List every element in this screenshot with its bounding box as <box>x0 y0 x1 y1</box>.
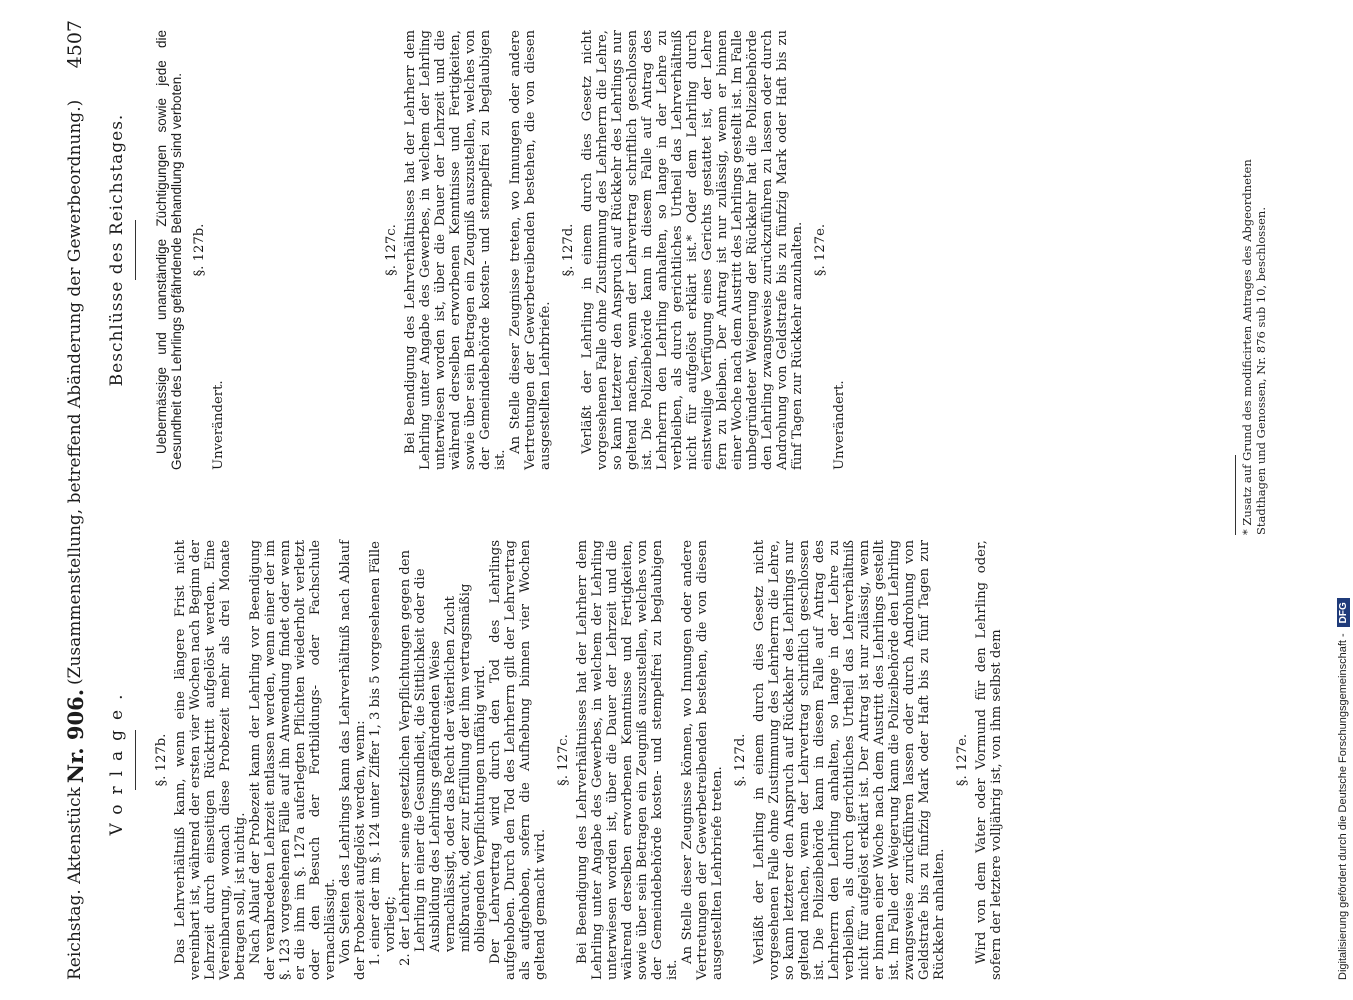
unchanged-note: Unverändert. <box>832 380 847 470</box>
footnote <box>1235 95 1268 535</box>
column-vorlage <box>107 540 1004 980</box>
column-beschluesse <box>107 30 847 470</box>
page-number: 4507 <box>64 20 86 69</box>
paragraph: Das Lehrverhältniß kann, wenn eine längere Frist nicht vereinbart ist, während der ersten vier Wochen nach Beginn der Lehrzeit durch einseitigen Rücktritt aufgelöst werden. Eine Vereinbarung, wonach diese Probezeit mehr als drei Monate betragen soll, ist nichtig. <box>173 540 248 980</box>
unchanged-note: Unverändert. <box>211 380 226 470</box>
section-127d: §. 127d. <box>733 733 748 787</box>
digitization-credit <box>1335 0 1351 980</box>
heading-rule <box>135 220 136 280</box>
section-127c: §. 127c. <box>384 224 399 276</box>
list-item: 1. einer der im §. 124 unter Ziffer 1, 3 bis 5 vorgesehenen Fälle vorliegt; <box>368 541 398 966</box>
footnote-rule <box>1235 455 1236 535</box>
paragraph: An Stelle dieser Zeugnisse treten, wo Innungen oder andere Vertretungen der Gewerbetreibenden bestehen, die von diesen ausgestellten Lehrbriefe. <box>508 30 553 470</box>
credit-text: Digitalisierung gefördert durch die Deutsche Forschungsgemeinschaft - <box>1337 633 1349 980</box>
conditions-list <box>368 540 488 980</box>
list-item: 2. der Lehrherr seine gesetzlichen Verpflichtungen gegen den Lehrling in einer die Gesundheit, die Sittlichkeit oder die Ausbildung des Lehrlings gefährdenden Weise vernachlässigt, oder das Recht der väterlichen Zucht mißbraucht, oder zur Erfüllung der ihm vertragsmäßig obliegenden Verpflichtungen unfähig wird. <box>398 549 488 966</box>
section-127c: §. 127c. <box>556 734 571 786</box>
section-127b: §. 127b. <box>192 223 207 277</box>
heading-rule <box>135 730 136 790</box>
paragraph: Verläßt der Lehrling in einem durch dies Gesetz nicht vorgesehenen Falle ohne Zustimmung des Lehrherrn die Lehre, so kann letzterer den Anspruch auf Rückkehr des Lehrlings nur geltend machen, wenn der Lehrvertrag schriftlich geschlossen ist. Die Polizeibehörde kann in diesem Falle auf Antrag des Lehrherrn den Lehrling anhalten, so lange in der Lehre zu verbleiben, als durch gerichtliches Urtheil das Lehrverhältniß nicht für aufgelöst erklärt ist.* Oder dem Lehrling durch einstweilige Verfügung eines Gerichts gestattet ist, der Lehre fern zu bleiben. Der Antrag ist nur zulässig, wenn er binnen einer Woche nach dem Austritt des Lehrlings gestellt ist. Im Falle unbegründeter Weigerung der Rückkehr hat die Polizeibehörde den Lehrling zwangsweise zurückzuführen zu lassen oder durch Androhung von Geldstrafe bis zu fünfzig Mark oder Haft bis zu fünf Tagen zur Rückkehr anzuhalten. <box>580 30 805 470</box>
section-127e: §. 127e. <box>955 733 970 787</box>
section-127e: §. 127e. <box>813 223 828 277</box>
paragraph: Bei Beendigung des Lehrverhältnisses hat der Lehrherr dem Lehrling unter Angabe des Gewerbes, in welchem der Lehrling unterwiesen worden ist, über die Dauer der Lehrzeit und die während derselben erworbenen Kenntnisse und Fertigkeiten, sowie über sein Betragen ein Zeugniß auszustellen, welches von der Gemeindebehörde kosten- und stempelfrei zu beglaubigen ist. <box>403 30 508 470</box>
column-heading-vorlage: Vorlage. <box>107 684 127 836</box>
section-127b: §. 127b. <box>154 733 169 787</box>
document-number: Nr. 906. <box>62 688 88 784</box>
column-heading-beschluesse: Beschlüsse des Reichstages. <box>107 113 127 387</box>
paragraph: Wird von dem Vater oder Vormund für den Lehrling oder, sofern der letztere volljährig ist, von ihm selbst dem <box>974 540 1004 980</box>
paragraph: Bei Beendigung des Lehrverhältnisses hat der Lehrherr dem Lehrling unter Angabe des Gewerbes, in welchem der Lehrling unterwiesen worden ist, über die Dauer der Lehrzeit und die während derselben erworbenen Kenntnisse und Fertigkeiten, sowie über sein Betragen ein Zeugniß auszustellen, welches von der Gemeindebehörde kosten- und stempelfrei zu beglaubigen ist. <box>575 540 680 980</box>
header-left: Reichstag. Aktenstück <box>65 787 85 980</box>
paragraph: Der Lehrvertrag wird durch den Tod des Lehrlings aufgehoben. Durch den Tod des Lehrherrn gilt der Lehrvertrag als aufgehoben, sofern die Aufhebung binnen vier Wochen geltend gemacht wird. <box>488 540 548 980</box>
paragraph: An Stelle dieser Zeugnisse können, wo Innungen oder andere Vertretungen der Gewerbetreibenden bestehen, die von diesen ausgestellten Lehrbriefe treten. <box>680 540 725 980</box>
footnote-text: * Zusatz auf Grund des modificirten Antrages des Abgeordneten Stadthagen und Genossen, Nr. 876 sub 10, beschlossen. <box>1240 159 1268 535</box>
section-127d: §. 127d. <box>561 223 576 277</box>
paragraph: Von Seiten des Lehrlings kann das Lehrverhältniß nach Ablauf der Probezeit aufgelöst werden, wenn: <box>338 540 368 980</box>
header-title: (Zusammenstellung, betreffend Abänderung der Gewerbeordnung.) <box>65 99 85 685</box>
paragraph: Nach Ablauf der Probezeit kann der Lehrling vor Beendigung der verabredeten Lehrzeit entlassen werden, wenn einer der im §. 123 vorgesehenen Fälle auf ihn Anwendung findet oder wenn er die ihm im §. 127a auferlegten Pflichten wiederholt verletzt oder den Besuch der Fortbildungs- oder Fachschule vernachlässigt. <box>248 540 338 980</box>
paragraph: Verläßt der Lehrling in einem durch dies Gesetz nicht vorgesehenen Falle ohne Zustimmung des Lehrherrn die Lehre, so kann letzterer den Anspruch auf Rückkehr des Lehrlings nur geltend machen, wenn der Lehrvertrag schriftlich geschlossen ist. Die Polizeibehörde kann in diesem Falle auf Antrag des Lehrherrn den Lehrling anhalten, so lange in der Lehre zu verbleiben, als durch gerichtliches Urtheil das Lehrverhältniß nicht für aufgelöst erklärt ist. Der Antrag ist nur zulässig, wenn er binnen einer Woche nach dem Austritt des Lehrlings gestellt ist. Im Falle der Weigerung kann die Polizeibehörde den Lehrling zwangsweise zurückführen lassen oder durch Androhung von Geldstrafe bis zu fünfzig Mark oder Haft bis zu fünf Tagen zur Rückkehr anhalten. <box>752 540 947 980</box>
spacer <box>226 30 376 470</box>
dfg-logo: DFG <box>1337 598 1350 627</box>
inserted-paragraph: Uebermässige und unanständige Züchtigungen sowie jede die Gesundheit des Lehrlings gefährdende Behandlung sind verboten. <box>154 30 184 470</box>
page-header <box>60 20 90 980</box>
